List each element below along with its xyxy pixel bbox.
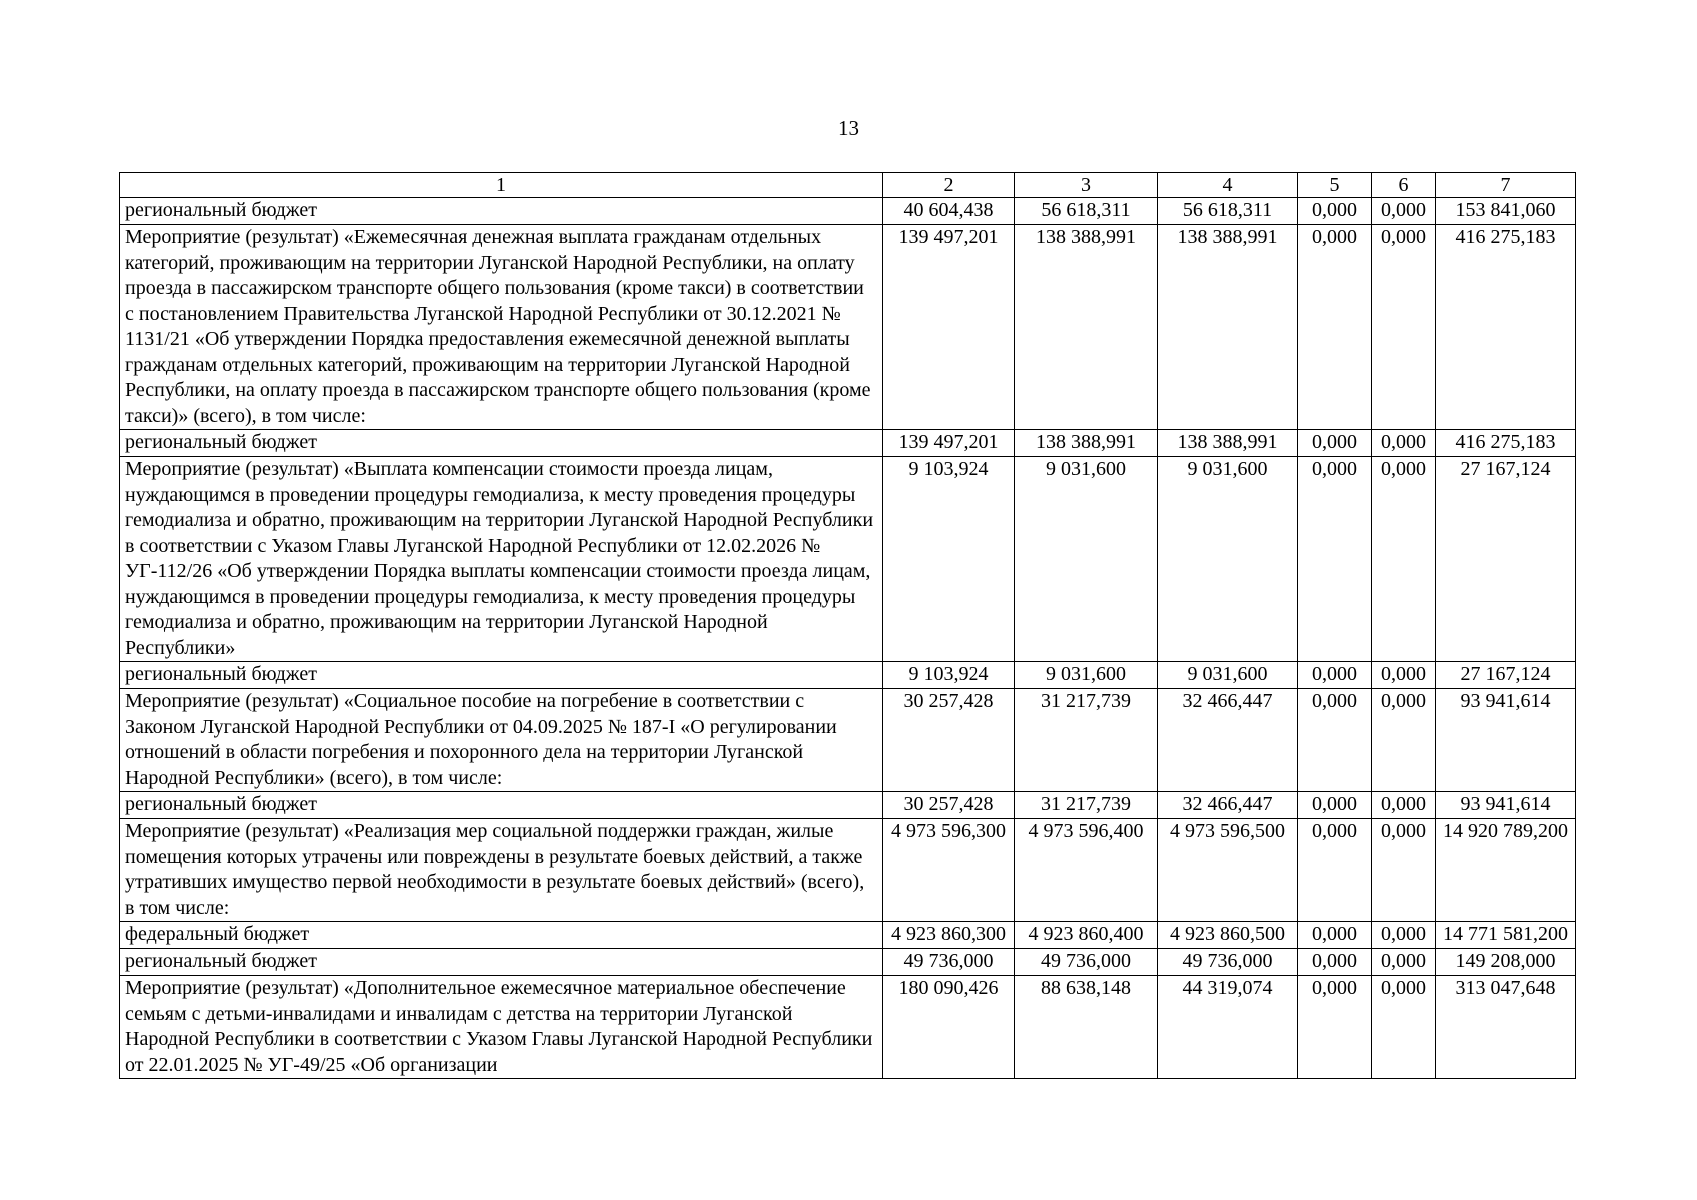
row-value: 313 047,648	[1436, 976, 1576, 1079]
column-header: 7	[1436, 173, 1576, 198]
row-value: 0,000	[1298, 976, 1372, 1079]
table-row	[120, 430, 1576, 457]
row-value: 88 638,148	[1015, 976, 1158, 1079]
row-value: 0,000	[1372, 976, 1436, 1079]
row-value: 153 841,060	[1436, 198, 1576, 225]
row-label: региональный бюджет	[120, 949, 883, 976]
column-header: 4	[1158, 173, 1298, 198]
row-value: 0,000	[1298, 430, 1372, 457]
row-value: 138 388,991	[1015, 225, 1158, 430]
row-value: 30 257,428	[883, 792, 1015, 819]
row-value: 4 973 596,400	[1015, 819, 1158, 922]
row-value: 0,000	[1372, 792, 1436, 819]
row-value: 32 466,447	[1158, 792, 1298, 819]
row-value: 0,000	[1372, 662, 1436, 689]
row-label: региональный бюджет	[120, 198, 883, 225]
row-value: 416 275,183	[1436, 430, 1576, 457]
row-value: 44 319,074	[1158, 976, 1298, 1079]
row-value: 32 466,447	[1158, 689, 1298, 792]
row-value: 56 618,311	[1158, 198, 1298, 225]
column-header: 6	[1372, 173, 1436, 198]
row-value: 93 941,614	[1436, 792, 1576, 819]
column-header: 5	[1298, 173, 1372, 198]
row-value: 180 090,426	[883, 976, 1015, 1079]
row-value: 0,000	[1298, 225, 1372, 430]
row-value: 0,000	[1372, 922, 1436, 949]
row-value: 9 103,924	[883, 662, 1015, 689]
row-label: региональный бюджет	[120, 430, 883, 457]
row-value: 0,000	[1372, 689, 1436, 792]
row-value: 49 736,000	[1158, 949, 1298, 976]
row-label: региональный бюджет	[120, 792, 883, 819]
row-value: 0,000	[1298, 949, 1372, 976]
row-value: 4 923 860,400	[1015, 922, 1158, 949]
row-label: Мероприятие (результат) «Реализация мер социальной поддержки граждан, жилые помещения которых утрачены или повреждены в результате боевых действий, а также утративших имущество первой необходимости в результате боевых действий» (всего), в том числе:	[120, 819, 883, 922]
row-value: 0,000	[1298, 198, 1372, 225]
row-label: Мероприятие (результат) «Ежемесячная денежная выплата гражданам отдельных категорий, проживающим на территории Луганской Народной Республики, на оплату проезда в пассажирском транспорте общего пользования (кроме такси) в соответствии с постановлением Правительства Луганской Народной Республики от 30.12.2021 № 1131/21 «Об утверждении Порядка предоставления ежемесячной денежной выплаты гражданам отдельных категорий, проживающим на территории Луганской Народной Республики, на оплату проезда в пассажирском транспорте общего пользования (кроме такси)» (всего), в том числе:	[120, 225, 883, 430]
table-row	[120, 792, 1576, 819]
row-label: федеральный бюджет	[120, 922, 883, 949]
row-value: 0,000	[1372, 457, 1436, 662]
row-value: 9 031,600	[1158, 457, 1298, 662]
row-value: 9 031,600	[1158, 662, 1298, 689]
row-value: 9 031,600	[1015, 457, 1158, 662]
row-value: 416 275,183	[1436, 225, 1576, 430]
row-value: 56 618,311	[1015, 198, 1158, 225]
row-label: Мероприятие (результат) «Социальное пособие на погребение в соответствии с Законом Луганской Народной Республики от 04.09.2025 № 187-I «О регулировании отношений в области погребения и похоронного дела на территории Луганской Народной Республики» (всего), в том числе:	[120, 689, 883, 792]
row-value: 49 736,000	[883, 949, 1015, 976]
page-number: 13	[838, 116, 859, 140]
row-value: 30 257,428	[883, 689, 1015, 792]
table-row	[120, 689, 1576, 792]
column-header: 1	[120, 173, 883, 198]
row-value: 0,000	[1372, 198, 1436, 225]
column-header: 3	[1015, 173, 1158, 198]
row-value: 139 497,201	[883, 430, 1015, 457]
row-value: 0,000	[1298, 689, 1372, 792]
row-value: 93 941,614	[1436, 689, 1576, 792]
row-value: 14 771 581,200	[1436, 922, 1576, 949]
row-value: 0,000	[1298, 662, 1372, 689]
row-value: 4 973 596,300	[883, 819, 1015, 922]
row-value: 0,000	[1372, 225, 1436, 430]
row-value: 139 497,201	[883, 225, 1015, 430]
row-value: 31 217,739	[1015, 792, 1158, 819]
row-value: 40 604,438	[883, 198, 1015, 225]
row-value: 0,000	[1298, 457, 1372, 662]
row-value: 31 217,739	[1015, 689, 1158, 792]
row-value: 149 208,000	[1436, 949, 1576, 976]
table-row	[120, 922, 1576, 949]
row-value: 138 388,991	[1015, 430, 1158, 457]
row-value: 27 167,124	[1436, 662, 1576, 689]
row-value: 4 973 596,500	[1158, 819, 1298, 922]
budget-table	[119, 172, 1576, 1079]
row-value: 9 031,600	[1015, 662, 1158, 689]
row-label: региональный бюджет	[120, 662, 883, 689]
table-row	[120, 976, 1576, 1079]
row-value: 27 167,124	[1436, 457, 1576, 662]
row-value: 0,000	[1298, 922, 1372, 949]
table-row	[120, 662, 1576, 689]
row-label: Мероприятие (результат) «Выплата компенсации стоимости проезда лицам, нуждающимся в проведении процедуры гемодиализа, к месту проведения процедуры гемодиализа и обратно, проживающим на территории Луганской Народной Республики в соответствии с Указом Главы Луганской Народной Республики от 12.02.2026 № УГ-112/26 «Об утверждении Порядка выплаты компенсации стоимости проезда лицам, нуждающимся в проведении процедуры гемодиализа, к месту проведения процедуры гемодиализа и обратно, проживающим на территории Луганской Народной Республики»	[120, 457, 883, 662]
column-header: 2	[883, 173, 1015, 198]
row-value: 9 103,924	[883, 457, 1015, 662]
row-value: 138 388,991	[1158, 430, 1298, 457]
row-value: 49 736,000	[1015, 949, 1158, 976]
row-value: 0,000	[1372, 819, 1436, 922]
table-row	[120, 949, 1576, 976]
row-value: 0,000	[1372, 430, 1436, 457]
table-row	[120, 457, 1576, 662]
table-row	[120, 819, 1576, 922]
row-value: 14 920 789,200	[1436, 819, 1576, 922]
table-row	[120, 198, 1576, 225]
table-header-row	[120, 173, 1576, 198]
row-value: 4 923 860,500	[1158, 922, 1298, 949]
row-label: Мероприятие (результат) «Дополнительное ежемесячное материальное обеспечение семьям с детьми-инвалидами и инвалидам с детства на территории Луганской Народной Республики в соответствии с Указом Главы Луганской Народной Республики от 22.01.2025 № УГ-49/25 «Об организации	[120, 976, 883, 1079]
row-value: 0,000	[1298, 792, 1372, 819]
row-value: 4 923 860,300	[883, 922, 1015, 949]
row-value: 0,000	[1298, 819, 1372, 922]
row-value: 0,000	[1372, 949, 1436, 976]
row-value: 138 388,991	[1158, 225, 1298, 430]
table-row	[120, 225, 1576, 430]
